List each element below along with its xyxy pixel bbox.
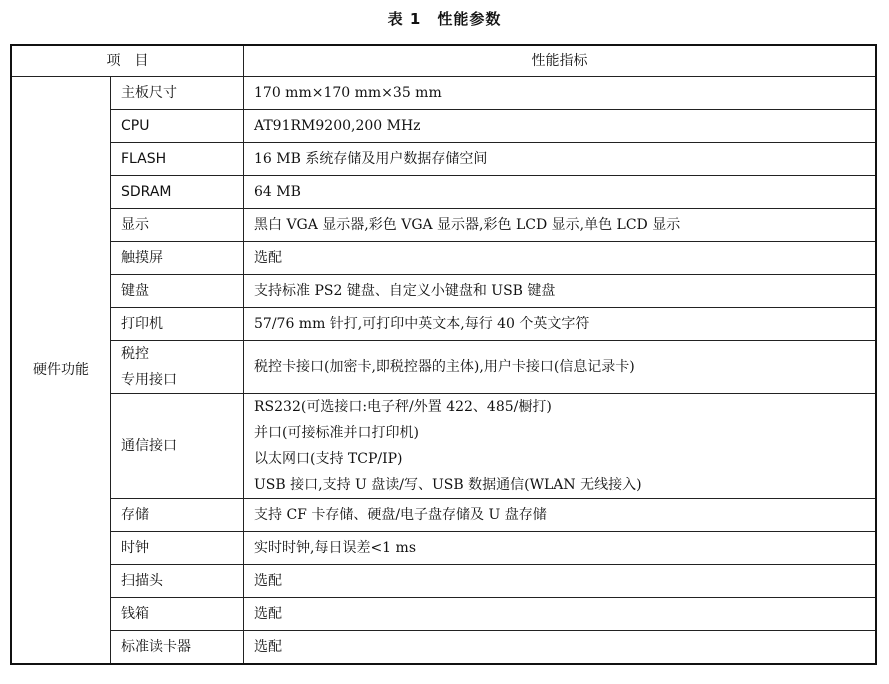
table-row — [11, 341, 876, 394]
item-cell: 触摸屏 — [111, 242, 244, 275]
item-cell: SDRAM — [111, 176, 244, 209]
item-cell: FLASH — [111, 143, 244, 176]
spec-line: RS232(可选接口:电子秤/外置 422、485/橱打) — [254, 399, 552, 415]
spec-line: 16 MB 系统存储及用户数据存储空间 — [254, 151, 488, 167]
table-row — [11, 176, 876, 209]
item-cell: 主板尺寸 — [111, 77, 244, 110]
spec-cell — [244, 110, 877, 143]
header-item: 项 目 — [11, 45, 244, 77]
item-cell: 扫描头 — [111, 565, 244, 598]
spec-line: USB 接口,支持 U 盘读/写、USB 数据通信(WLAN 无线接入) — [254, 477, 642, 493]
spec-line: 选配 — [254, 639, 282, 655]
spec-cell — [244, 499, 877, 532]
spec-cell — [244, 598, 877, 631]
spec-line: 黑白 VGA 显示器,彩色 VGA 显示器,彩色 LCD 显示,单色 LCD 显示 — [254, 217, 681, 233]
spec-cell — [244, 242, 877, 275]
table-title: 表 1 性能参数 — [387, 10, 502, 28]
spec-table — [10, 44, 877, 665]
spec-cell — [244, 77, 877, 110]
table-body — [11, 77, 876, 665]
spec-cell — [244, 143, 877, 176]
item-cell: 打印机 — [111, 308, 244, 341]
item-cell: 键盘 — [111, 275, 244, 308]
spec-line: 170 mm×170 mm×35 mm — [254, 85, 442, 101]
table-row — [11, 631, 876, 665]
table-row — [11, 565, 876, 598]
item-cell: 显示 — [111, 209, 244, 242]
table-row — [11, 242, 876, 275]
item-cell: 存储 — [111, 499, 244, 532]
header-spec: 性能指标 — [244, 45, 877, 77]
table-row — [11, 532, 876, 565]
item-cell: 时钟 — [111, 532, 244, 565]
category-cell: 硬件功能 — [11, 77, 111, 665]
spec-line: 支持 CF 卡存储、硬盘/电子盘存储及 U 盘存储 — [254, 507, 547, 523]
table-row — [11, 209, 876, 242]
item-cell: 通信接口 — [111, 394, 244, 499]
table-row — [11, 110, 876, 143]
item-cell: CPU — [111, 110, 244, 143]
item-cell: 钱箱 — [111, 598, 244, 631]
spec-line: AT91RM9200,200 MHz — [254, 118, 421, 134]
spec-line: 选配 — [254, 606, 282, 622]
spec-line: 税控卡接口(加密卡,即税控器的主体),用户卡接口(信息记录卡) — [254, 359, 635, 375]
table-row — [11, 308, 876, 341]
table-row — [11, 77, 876, 110]
spec-cell — [244, 176, 877, 209]
item-cell — [111, 341, 244, 394]
table-row — [11, 143, 876, 176]
spec-line: 64 MB — [254, 184, 301, 200]
spec-line: 实时时钟,每日误差<1 ms — [254, 540, 416, 556]
spec-line: 以太网口(支持 TCP/IP) — [254, 451, 403, 467]
spec-cell — [244, 341, 877, 394]
spec-line: 支持标准 PS2 键盘、自定义小键盘和 USB 键盘 — [254, 283, 556, 299]
table-row — [11, 499, 876, 532]
spec-cell — [244, 275, 877, 308]
spec-cell — [244, 209, 877, 242]
item-line: 税控 — [121, 346, 149, 362]
table-header-row — [11, 45, 876, 77]
spec-line: 选配 — [254, 250, 282, 266]
spec-cell — [244, 394, 877, 499]
spec-line: 选配 — [254, 573, 282, 589]
table-row — [11, 598, 876, 631]
spec-cell — [244, 532, 877, 565]
spec-line: 并口(可接标准并口打印机) — [254, 425, 419, 441]
item-line: 专用接口 — [121, 372, 177, 388]
table-row — [11, 275, 876, 308]
table-row — [11, 394, 876, 499]
item-cell: 标准读卡器 — [111, 631, 244, 665]
spec-cell — [244, 308, 877, 341]
spec-line: 57/76 mm 针打,可打印中英文本,每行 40 个英文字符 — [254, 316, 590, 332]
spec-cell — [244, 565, 877, 598]
spec-cell — [244, 631, 877, 665]
